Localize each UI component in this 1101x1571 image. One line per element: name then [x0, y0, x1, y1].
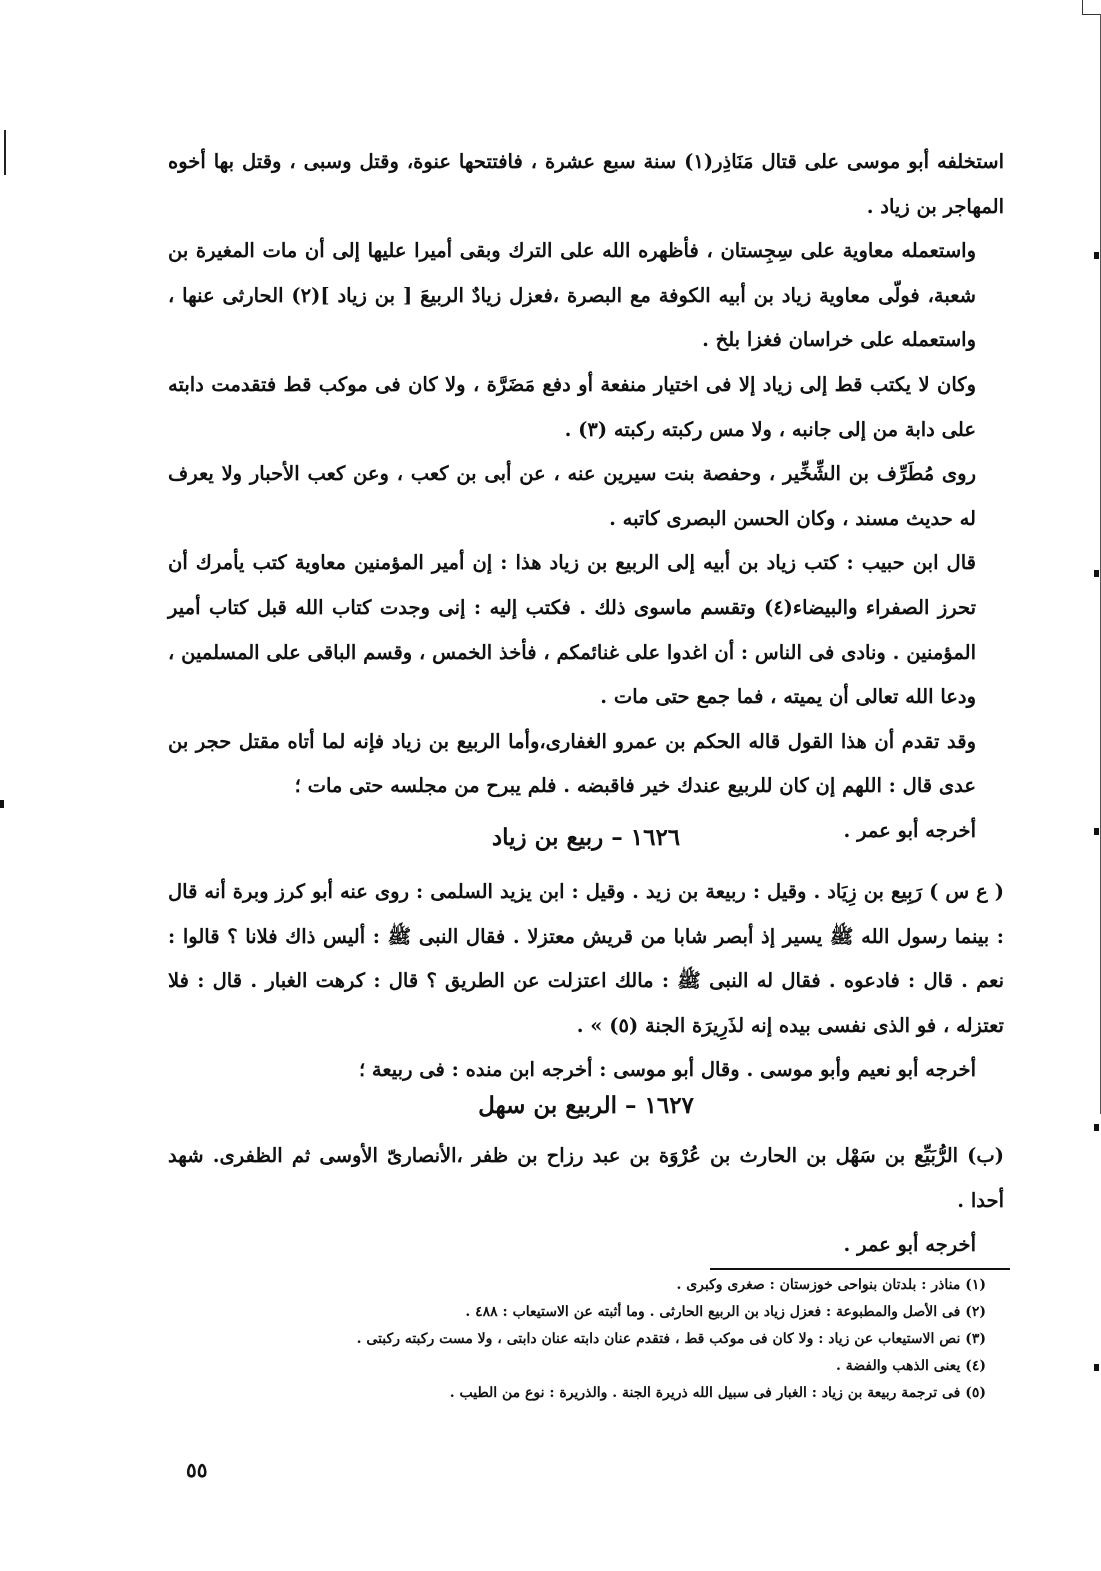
paragraph: ( ع س ) رَبِيع بن زِيَاد . وقيل : ربيعة بن زيد . وقيل : ابن يزيد السلمى : روى عنه أبو كرز وبرة أنه قال : بينما رسول الله ﷺ يسير إذ أبصر شابا من قريش معتزلا . فقال النبى ﷺ : أليس ذاك فلانا ؟ قالوا : نعم . قال : فادعوه . فقال له النبى ﷺ : مالك اعتزلت عن الطريق ؟ قال : كرهت الغبار . قال : فلا تعتزله ، فو الذى نفسى بيده إنه لذَرِيرَة الجنة (٥) » . — [168, 880, 1004, 1037]
footnote: (١) مناذر : بلدتان بنواحى خوزستان : صغرى وكبرى . — [676, 1277, 986, 1293]
paragraph: قال ابن حبيب : كتب زياد بن أبيه إلى الربيع بن زياد هذا : إن أمير المؤمنين معاوية كتب يأمرك أن تحرز الصفراء والبيضاء(٤) وتقسم ماسوى ذلك . فكتب إليه : إنى وجدت كتاب الله قبل كتاب أمير المؤمنين . ونادى فى الناس : أن اغدوا على غنائمكم ، فأخذ الخمس ، وقسم الباقى على المسلمين ، ودعا الله تعالى أن يميته ، فما جمع حتى مات . — [168, 551, 977, 709]
paragraph: استخلفه أبو موسى على قتال مَنَاذِر(١) سنة سبع عشرة ، فافتتحها عنوة، وقتل وسبى ، وقتل بها أخوه المهاجر بن زياد . — [168, 150, 1004, 218]
scan-margin-mark — [1094, 828, 1099, 835]
scan-edge-left — [4, 130, 6, 175]
paragraph: أخرجه أبو نعيم وأبو موسى . وقال أبو موسى : أخرجه ابن منده : فى ربيعة ؛ — [358, 1058, 976, 1082]
main-text-top — [168, 140, 1004, 854]
scan-margin-mark — [1094, 1364, 1099, 1371]
paragraph: أخرجه أبو عمر . — [843, 818, 976, 842]
entry-heading-1626: ١٦٢٦ – ربيع بن زياد — [491, 824, 681, 851]
paragraph: وكان لا يكتب قط إلى زياد إلا فى اختيار منفعة أو دفع مَضَرَّة ، ولا كان فى موكب قط فتقدمت دابته على دابة من إلى جانبه ، ولا مس ركبته ركبته (٣) . — [168, 372, 976, 441]
entry-heading-1627: ١٦٢٧ – الربيع بن سهل — [478, 1092, 694, 1119]
paragraph: روى مُطَرِّف بن الشِّخِّير ، وحفصة بنت سيرين عنه ، عن أبى بن كعب ، وعن كعب الأحبار ولا يعرف له حديث مسند ، وكان الحسن البصرى كاتبه . — [168, 462, 976, 530]
footnote: (٥) فى ترجمة ربيعة بن زياد : الغبار فى سبيل الله ذريرة الجنة . والذريرة : نوع من الطيب . — [449, 1385, 986, 1401]
footnote: (٣) نص الاستيعاب عن زياد : ولا كان فى موكب قط ، فتقدم عنان دابته عنان دابتى ، ولا مست ركبته ركبتى . — [356, 1331, 986, 1347]
paragraph: وقد تقدم أن هذا القول قاله الحكم بن عمرو الغفارى،وأما الربيع بن زياد فإنه لما أتاه مقتل حجر بن عدى قال : اللهم إن كان للربيع عندك خير فاقبضه . فلم يبرح من مجلسه حتى مات ؛ — [168, 729, 976, 798]
scan-margin-mark — [1094, 1124, 1099, 1131]
footnote-divider — [710, 1268, 1010, 1270]
scan-margin-mark — [1094, 570, 1099, 577]
scan-corner-mark — [1082, 0, 1101, 15]
paragraph: أخرجه أبو عمر . — [843, 1233, 976, 1257]
paragraph: واستعمله معاوية على سِجِستان ، فأظهره الله على الترك وبقى أميرا عليها إلى أن مات المغيرة بن شعبة، فولّى معاوية زياد بن أبيه الكوفة مع البصرة ،فعزل زيادٌ الربيعَ [ بن زياد ](٢) الحارثى عنها ، واستعمله على خراسان فغزا بلخ . — [168, 239, 976, 352]
paragraph: (ب) الرُّبَيِّع بن سَهْل بن الحارث بن عُرْوَة بن عبد رزاح بن ظفر ،الأنصارىّ الأوسى ثم الظفرى. شهد أحدا . — [168, 1144, 1004, 1212]
footnote: (٤) يعنى الذهب والفضة . — [836, 1358, 986, 1374]
footnotes — [200, 1272, 986, 1407]
page-number: ٥٥ — [186, 1458, 208, 1482]
scan-margin-mark — [1094, 252, 1099, 259]
scan-margin-mark — [0, 800, 4, 808]
entry-text-1627 — [168, 1134, 1004, 1268]
footnote: (٢) فى الأصل والمطبوعة : فعزل زياد بن الربيع الحارثى . وما أثبته عن الاستيعاب : ٤٨٨ . — [465, 1304, 986, 1320]
entry-text-1626 — [168, 870, 1004, 1093]
